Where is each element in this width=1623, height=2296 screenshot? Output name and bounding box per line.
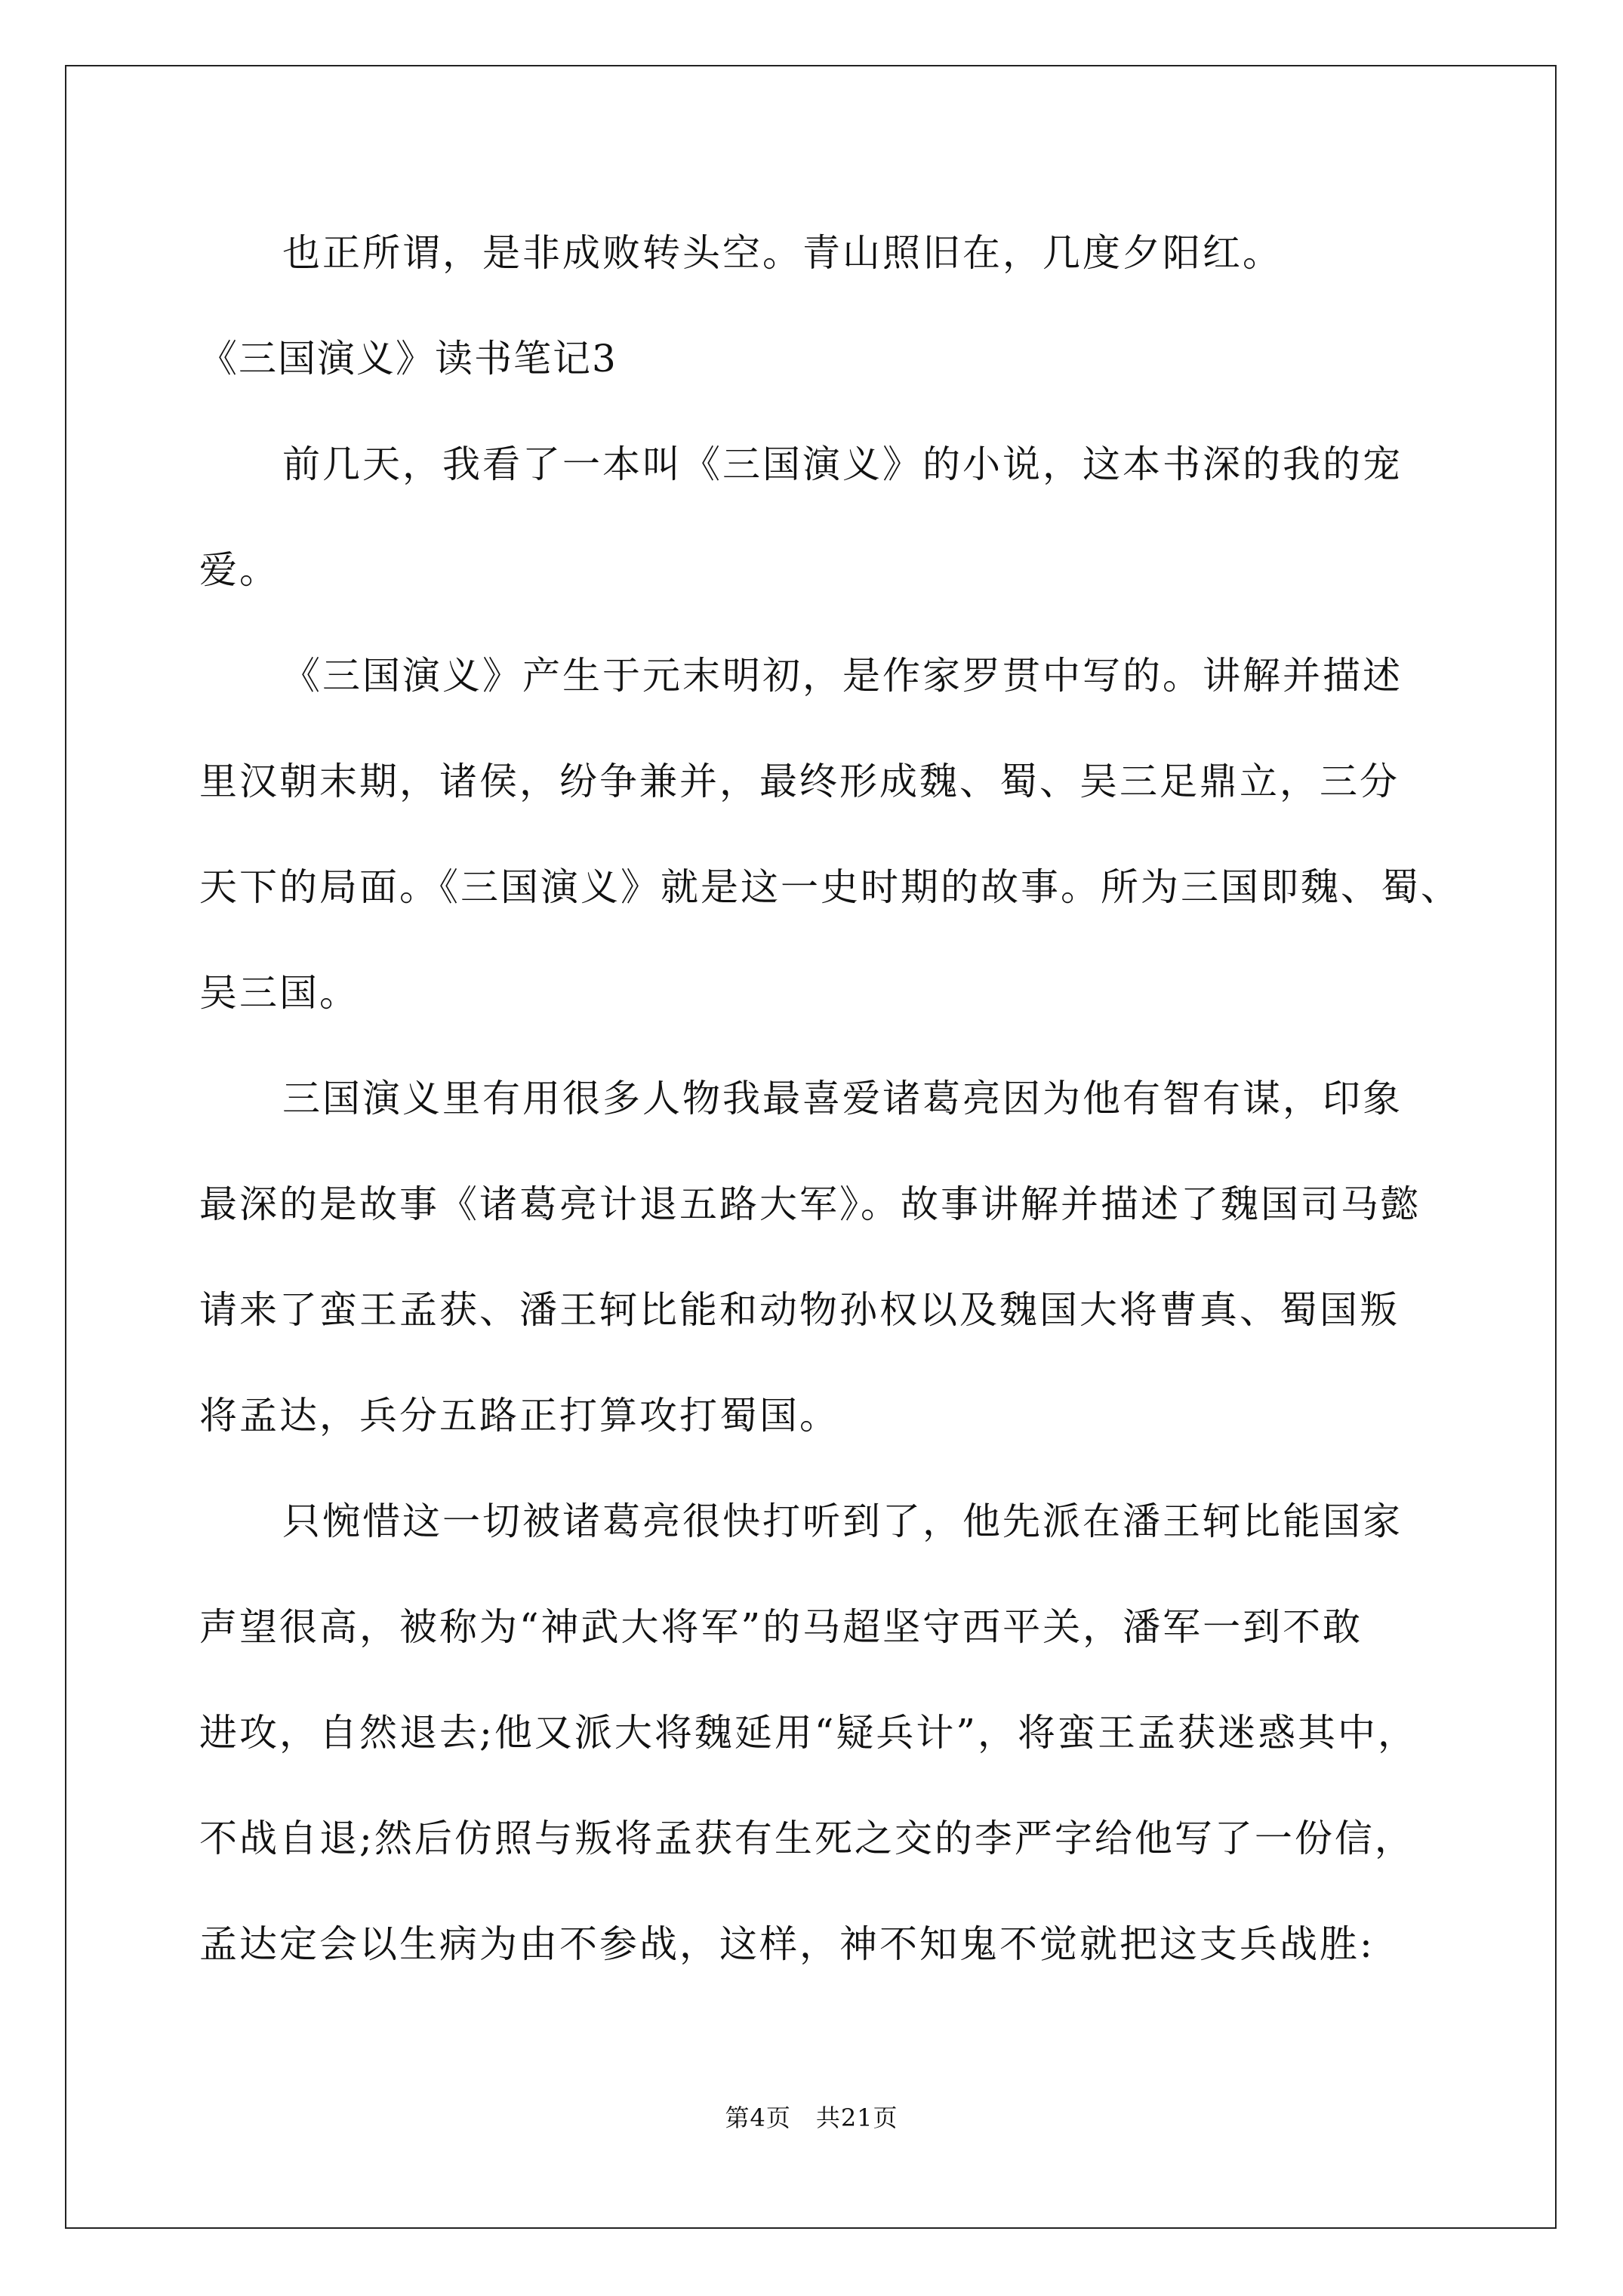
text-line: 也正所谓，是非成败转头空。青山照旧在，几度夕阳红。: [282, 231, 1283, 275]
text-line: 爱。: [199, 548, 279, 592]
text-line: 声望很高，被称为“神武大将军”的马超坚守西平关，潘军一到不敢: [199, 1605, 1363, 1649]
section-heading: 《三国演义》读书笔记3: [199, 337, 617, 381]
text-line: 不战自退;然后仿照与叛将孟获有生死之交的李严字给他写了一份信，: [199, 1817, 1415, 1860]
document-body: [199, 219, 1461, 2016]
text-line: 孟达定会以生病为由不参战，这样，神不知鬼不觉就把这支兵战胜:: [199, 1922, 1375, 1966]
text-line: 进攻，自然退去;他又派大将魏延用“疑兵计”，将蛮王孟获迷惑其中，: [199, 1711, 1418, 1755]
text-line: 请来了蛮王孟获、潘王轲比能和动物孙权以及魏国大将曹真、蜀国叛: [199, 1288, 1400, 1332]
text-line: 将孟达，兵分五路正打算攻打蜀国。: [199, 1394, 839, 1438]
text-line: 里汉朝末期，诸侯，纷争兼并，最终形成魏、蜀、吴三足鼎立，三分: [199, 760, 1400, 803]
text-line: 前几天，我看了一本叫《三国演义》的小说，这本书深的我的宠: [282, 442, 1403, 486]
text-line: 天下的局面。《三国演义》就是这一史时期的故事。所为三国即魏、蜀、: [199, 865, 1461, 909]
text-line: 最深的是故事《诸葛亮计退五路大军》。故事讲解并描述了魏国司马懿: [199, 1182, 1421, 1226]
text-line: 《三国演义》产生于元末明初，是作家罗贯中写的。讲解并描述: [282, 654, 1403, 698]
text-line: 吴三国。: [199, 971, 359, 1015]
text-line: 三国演义里有用很多人物我最喜爱诸葛亮因为他有智有谋，印象: [282, 1077, 1403, 1120]
page-number-footer: 第4页 共21页: [725, 2103, 898, 2132]
text-line: 只惋惜这一切被诸葛亮很快打听到了，他先派在潘王轲比能国家: [282, 1499, 1403, 1543]
